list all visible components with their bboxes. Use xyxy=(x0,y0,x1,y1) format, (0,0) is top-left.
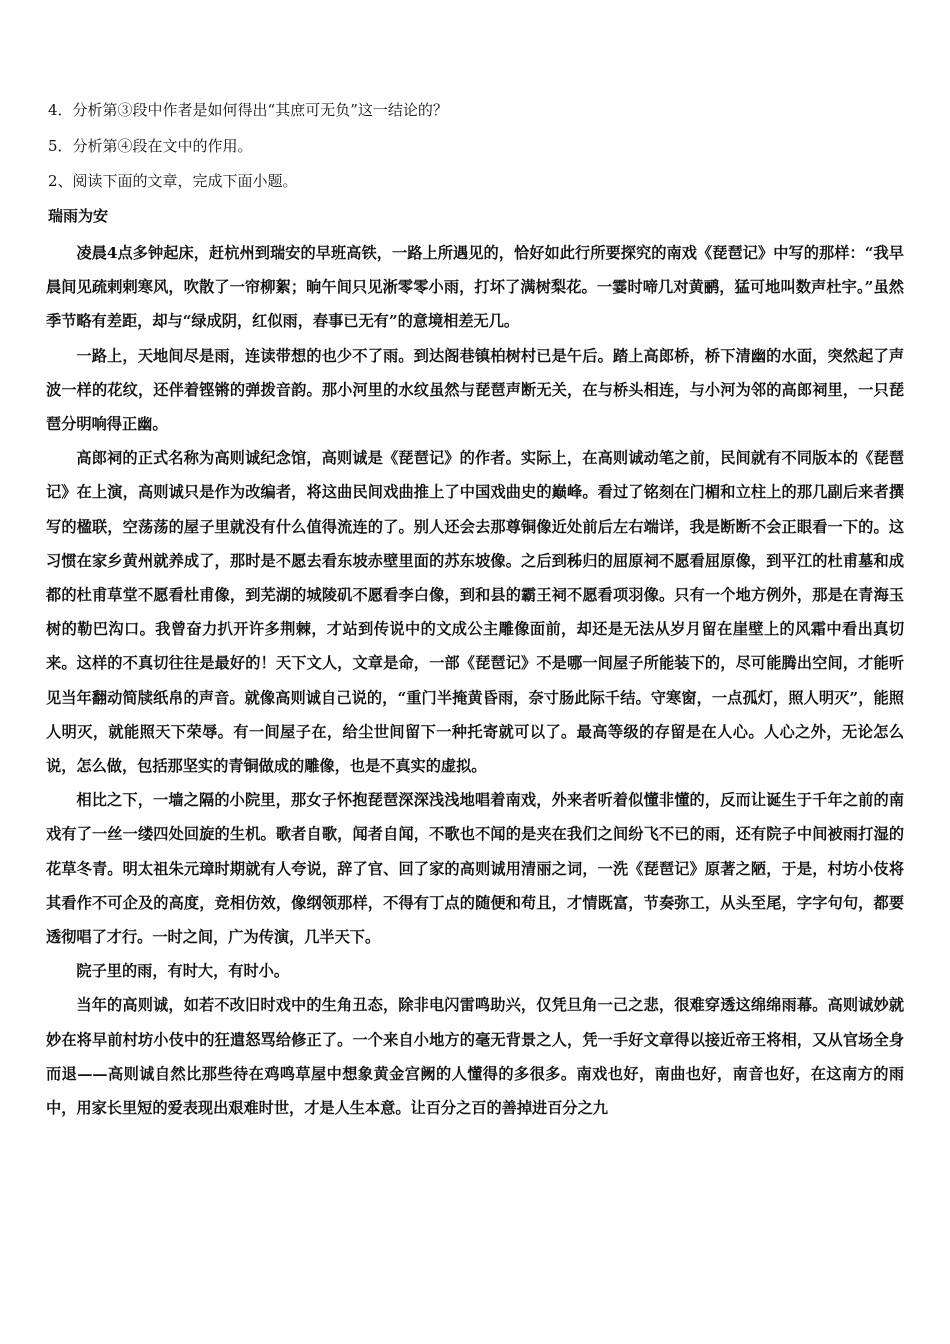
article-paragraph-6: 当年的高则诚，如若不改旧时戏中的生角丑态，除非电闪雷鸣助兴，仅凭旦角一己之悲，很难穿透这绵绵雨幕。高则诚妙就妙在将早前村坊小伎中的狂遣怒骂给修正了。一个来自小地方的毫无背景之人，凭一手好文章得以接近帝王将相，又从官场全身而退——高则诚自然比那些待在鸡鸣草屋中想象黄金宫阙的人懂得的多很多。南戏也好，南曲也好，南音也好，在这南方的雨中，用家长里短的爱表现出艰难时世，才是人生本意。让百分之百的善掉进百分之九 xyxy=(46,996,904,1118)
article-paragraph-5: 院子里的雨，有时大，有时小。 xyxy=(76,962,290,981)
article-title: 瑞雨为安 xyxy=(48,207,109,225)
article-body xyxy=(46,236,904,1125)
article-paragraph-2: 一路上，天地间尽是雨，连读带想的也少不了雨。到达阁巷镇柏树村已是午后。踏上高郎桥，桥下清幽的水面，突然起了声波一样的花纹，还伴着铿锵的弹拨音韵。那小河里的水纹虽然与琵琶声断无关，在与桥头相连，与小河为邻的高郎祠里，一只琵琶分明响得正幽。 xyxy=(46,346,904,434)
question-5: 5．分析第④段在文中的作用。 xyxy=(48,137,253,155)
article-paragraph-1: 凌晨4点多钟起床，赶杭州到瑞安的早班高铁，一路上所遇见的，恰好如此行所要探究的南戏《琵琶记》中写的那样：“我早晨间见疏剌剌寒风，吹散了一帘柳絮；晌午间只见淅零零小雨，打坏了满树梨花。一霎时啼几对黄鹂，猛可地叫数声杜宇。”虽然季节略有差距，却与“绿成阴，红似雨，春事已无有”的意境相差无几。 xyxy=(46,244,904,331)
article-paragraph-3: 高郎祠的正式名称为高则诚纪念馆，高则诚是《琵琶记》的作者。实际上，在高则诚动笔之前，民间就有不同版本的《琵琶记》在上演，高则诚只是作为改编者，将这曲民间戏曲推上了中国戏曲史的巅峰。看过了铭刻在门楣和立柱上的那几副后来者撰写的楹联，空荡荡的屋子里就没有什么值得流连的了。别人还会去那尊铜像近处前后左右端详，我是断断不会正眼看一下的。这习惯在家乡黄州就养成了，那时是不愿去看东坡赤壁里面的苏东坡像。之后到秭归的屈原祠不愿看屈原像，到平江的杜甫墓和成都的杜甫草堂不愿看杜甫像，到芜湖的城陵矶不愿看李白像，到和县的霸王祠不愿看项羽像。只有一个地方例外，那是在青海玉树的勒巴沟口。我曾奋力扒开许多荆棘，才站到传说中的文成公主雕像面前，却还是无法从岁月留在崖壁上的风霜中看出真切来。这样的不真切往往是最好的！天下文人，文章是命，一部《琵琶记》不是哪一间屋子所能装下的，尽可能腾出空间，才能听见当年翻动简牍纸帛的声音。就像高则诚自己说的，“重门半掩黄昏雨，奈寸肠此际千结。守寒窗，一点孤灯，照人明灭”，能照人明灭，就能照天下荣辱。有一间屋子在，给尘世间留下一种托寄就可以了。最高等级的存留是在人心。人心之外，无论怎么说，怎么做，包括那坚实的青铜做成的雕像，也是不真实的虚拟。 xyxy=(46,449,904,776)
section-2-instruction: 2、阅读下面的文章，完成下面小题。 xyxy=(48,172,298,190)
question-4: 4．分析第③段中作者是如何得出“其庶可无负”这一结论的？ xyxy=(48,101,448,119)
article-paragraph-4: 相比之下，一墙之隔的小院里，那女子怀抱琵琶深深浅浅地唱着南戏，外来者听着似懂非懂的，反而让诞生于千年之前的南戏有了一丝一缕四处回旋的生机。歌者自歌，闻者自闻，不歌也不闻的是夹在我们之间纷飞不已的雨，还有院子中间被雨打湿的花草冬青。明太祖朱元璋时期就有人夸说，辞了官、回了家的高则诚用清丽之词，一洗《琵琶记》原著之陋，于是，村坊小伎将其看作不可企及的高度，竞相仿效，像纲领那样，不得有丁点的随便和苟且，才情既富，节奏弥工，从头至尾，字字句句，都要透彻唱了才行。一时之间，广为传演，几半天下。 xyxy=(46,791,904,947)
